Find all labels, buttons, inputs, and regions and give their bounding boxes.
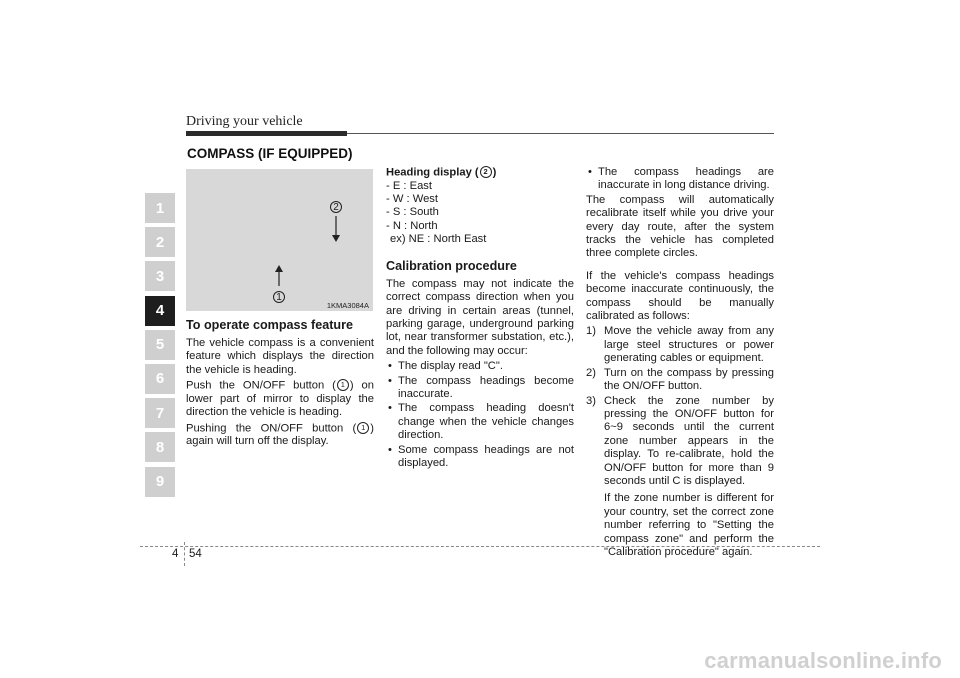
footer-separator bbox=[184, 542, 185, 566]
step-item: 1) Move the vehicle away from any large steel structures or power generating cables or equipment. bbox=[586, 325, 774, 365]
col3-paragraph-2: If the vehicle's compass headings become inaccurate continuously, the compass should be manually calibrated as follows: bbox=[586, 269, 774, 323]
column-1 bbox=[186, 318, 374, 451]
chapter-tab-7[interactable]: 7 bbox=[145, 398, 175, 428]
circled-1-icon: 1 bbox=[357, 422, 369, 434]
footer-page-number: 54 bbox=[189, 548, 202, 560]
symptom-list bbox=[386, 360, 574, 470]
direction-example: ex) NE : North East bbox=[390, 233, 487, 246]
zone-note: If the zone number is different for your country, set the correct zone number referring to "Setting the compass zone" and perform the "Calibration procedure" again. bbox=[604, 492, 774, 558]
calibration-paragraph: The compass may not indicate the correct compass direction when you are driving in certain areas (tunnel, parking garage, underground parking lot, near transformer substation, etc.), and the following may occur: bbox=[386, 277, 574, 357]
callout-marker-2: 2 bbox=[330, 201, 342, 213]
arrow-down-head-icon bbox=[332, 235, 340, 242]
chapter-tab-5[interactable]: 5 bbox=[145, 330, 175, 360]
col1-paragraph-1: The vehicle compass is a convenient feature which displays the direction the vehicle is heading. bbox=[186, 337, 374, 376]
figure-code: 1KMA3084A bbox=[326, 301, 369, 310]
step-item: 3) Check the zone number by pressing the ON/OFF button for 6~9 seconds until the current zone number appears in the display. To re-calibrate, hold the ON/OFF button for more than 9 seconds until C is displayed. bbox=[586, 394, 774, 487]
direction-item: - E : East bbox=[386, 179, 433, 192]
arrow-up-head-icon bbox=[275, 265, 283, 272]
column-2 bbox=[386, 166, 574, 471]
step-item: 2) Turn on the compass by pressing the ON/OFF button. bbox=[586, 366, 774, 393]
circled-1-icon: 1 bbox=[337, 379, 349, 391]
column-3 bbox=[586, 166, 774, 561]
calibration-heading: Calibration procedure bbox=[386, 258, 517, 273]
list-item: • The display read "C". bbox=[386, 360, 574, 373]
compass-mirror-figure bbox=[186, 169, 373, 311]
footer-rule bbox=[140, 546, 820, 547]
callout-marker-1: 1 bbox=[273, 291, 285, 303]
section-heading: COMPASS (IF EQUIPPED) bbox=[187, 146, 353, 161]
direction-item: - N : North bbox=[386, 219, 438, 232]
list-item: • The compass headings become inaccurate. bbox=[386, 375, 574, 402]
col1-paragraph-3: Pushing the ON/OFF button ( 1 ) again will turn off the display. bbox=[186, 421, 374, 448]
chapter-tab-9[interactable]: 9 bbox=[145, 467, 175, 497]
col3-bullet-list bbox=[586, 166, 774, 193]
header-divider bbox=[347, 133, 774, 134]
calibration-steps bbox=[586, 325, 774, 488]
footer-chapter-number: 4 bbox=[172, 548, 179, 560]
col3-paragraph-1: The compass will automatically recalibrate itself while you drive your every day route, after the system tracks the vehicle has completed three complete circles. bbox=[586, 193, 774, 260]
figure-arrows bbox=[186, 169, 373, 311]
list-item: • The compass heading doesn't change when the vehicle changes direction. bbox=[386, 402, 574, 442]
direction-item: - S : South bbox=[386, 206, 439, 219]
chapter-tabs bbox=[145, 193, 175, 501]
chapter-tab-6[interactable]: 6 bbox=[145, 364, 175, 394]
page-header-title: Driving your vehicle bbox=[186, 114, 303, 129]
chapter-tab-8[interactable]: 8 bbox=[145, 432, 175, 462]
watermark: carmanualsonline.info bbox=[704, 648, 942, 673]
header-rule bbox=[186, 131, 347, 136]
list-item: • The compass headings are inaccurate in long distance driving. bbox=[586, 166, 774, 193]
chapter-tab-2[interactable]: 2 bbox=[145, 227, 175, 257]
list-item: • Some compass headings are not displayed. bbox=[386, 444, 574, 471]
direction-item: - W : West bbox=[386, 193, 438, 206]
operate-heading: To operate compass feature bbox=[186, 318, 354, 332]
heading-display-title: Heading display ( 2 ) bbox=[386, 166, 497, 179]
chapter-tab-3[interactable]: 3 bbox=[145, 261, 175, 291]
chapter-tab-1[interactable]: 1 bbox=[145, 193, 175, 223]
chapter-tab-4[interactable]: 4 bbox=[145, 296, 175, 326]
col1-paragraph-2: Push the ON/OFF button ( 1 ) on lower part of mirror to display the direction the vehicle is heading. bbox=[186, 379, 374, 419]
circled-2-icon: 2 bbox=[480, 166, 492, 178]
